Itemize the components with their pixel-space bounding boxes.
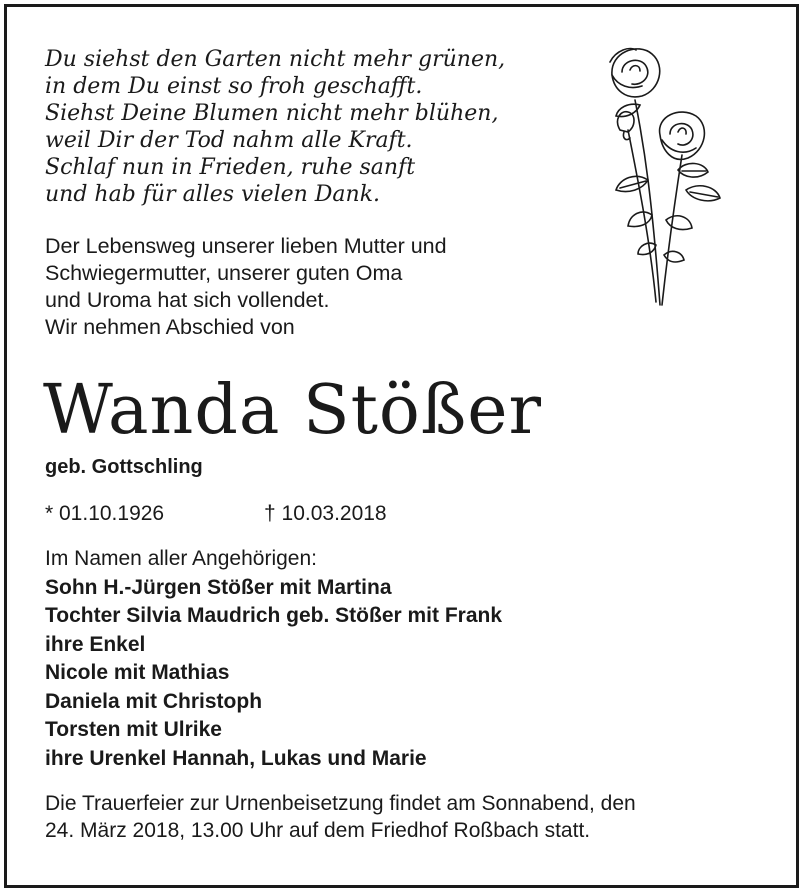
family-member: ihre Urenkel Hannah, Lukas und Marie bbox=[45, 746, 427, 770]
roses-icon bbox=[590, 40, 740, 310]
intro-line: Schwiegermutter, unserer guten Oma bbox=[45, 261, 403, 285]
intro-line: Der Lebensweg unserer lieben Mutter und bbox=[45, 234, 447, 258]
deceased-name: Wanda Stößer bbox=[43, 371, 543, 450]
poem-line: Siehst Deine Blumen nicht mehr blühen, bbox=[45, 101, 499, 126]
family-member: ihre Enkel bbox=[45, 632, 146, 656]
poem-line: in dem Du einst so froh geschafft. bbox=[45, 74, 423, 99]
family-heading: Im Namen aller Angehörigen: bbox=[45, 547, 317, 570]
memorial-poem bbox=[45, 46, 505, 208]
family-member: Torsten mit Ulrike bbox=[45, 718, 222, 741]
family-member: Tochter Silvia Maudrich geb. Stößer mit Frank bbox=[45, 604, 503, 627]
poem-line: Du siehst den Garten nicht mehr grünen, bbox=[45, 47, 506, 72]
family-member: Daniela mit Christoph bbox=[45, 689, 263, 713]
family-member: Sohn H.-Jürgen Stößer mit Martina bbox=[45, 575, 392, 599]
intro-line: Wir nehmen Abschied von bbox=[45, 315, 295, 339]
family-list bbox=[45, 545, 502, 773]
poem-line: weil Dir der Tod nahm alle Kraft. bbox=[45, 128, 413, 153]
poem-line: Schlaf nun in Frieden, ruhe sanft bbox=[45, 155, 416, 180]
intro-text bbox=[45, 233, 447, 341]
poem-line: und hab für alles vielen Dank. bbox=[45, 182, 381, 207]
ceremony-line: 24. März 2018, 13.00 Uhr auf dem Friedhof Roßbach statt. bbox=[45, 819, 591, 842]
intro-line: und Uroma hat sich vollendet. bbox=[45, 288, 330, 312]
ceremony-info bbox=[45, 790, 636, 844]
family-member: Nicole mit Mathias bbox=[45, 661, 230, 684]
death-date: † 10.03.2018 bbox=[264, 502, 387, 525]
birth-date: * 01.10.1926 bbox=[45, 502, 165, 525]
maiden-name: geb. Gottschling bbox=[45, 456, 203, 478]
ceremony-line: Die Trauerfeier zur Urnenbeisetzung findet am Sonnabend, den bbox=[45, 792, 636, 815]
